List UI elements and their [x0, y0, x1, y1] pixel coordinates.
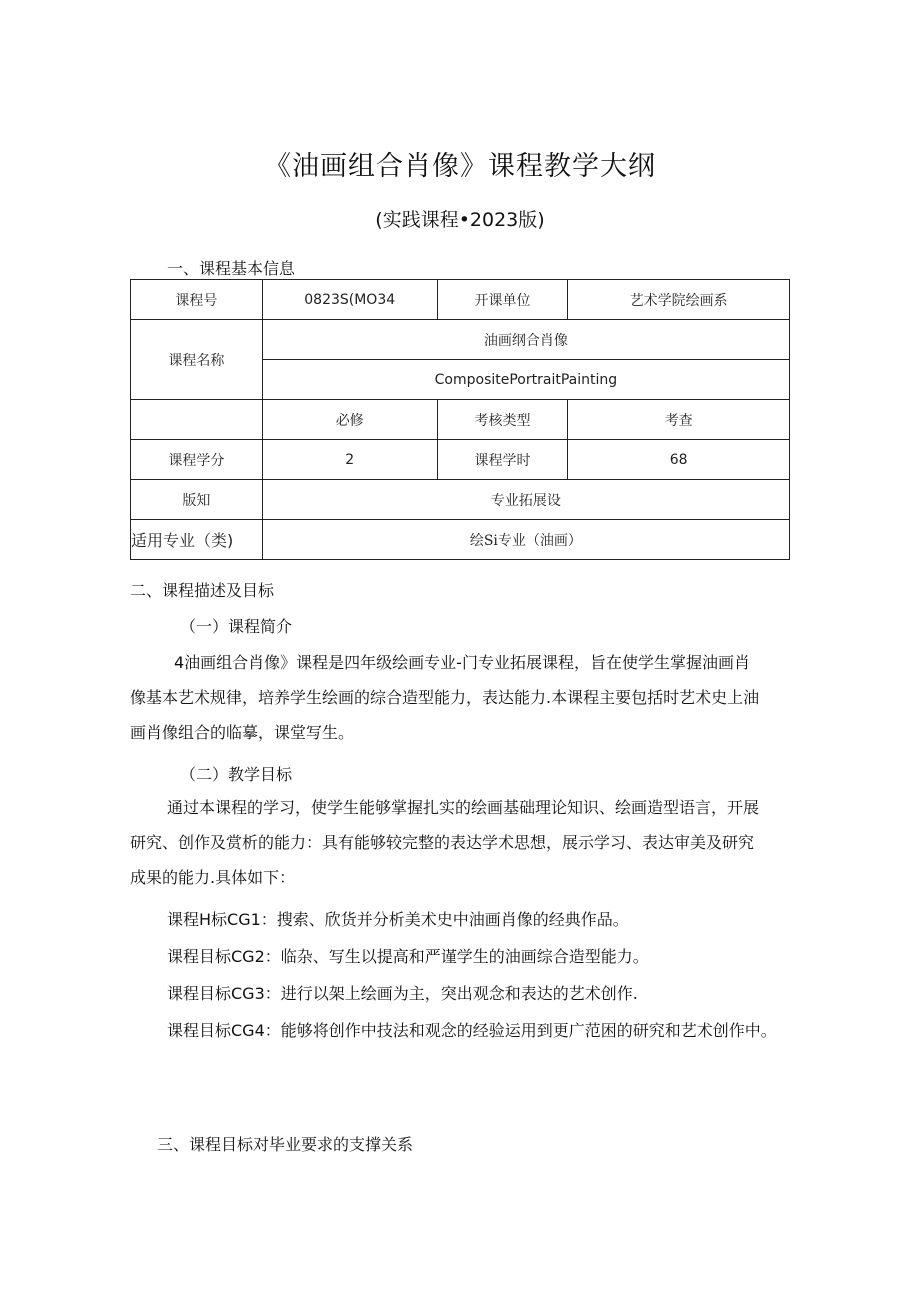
goal-line-2: 研究、创作及赏析的能力：具有能够较完整的表达学术思想，展示学习、表达审美及研究	[130, 833, 755, 852]
goal-heading: （二）教学目标	[180, 765, 293, 784]
course-type-value: 必修	[262, 400, 437, 440]
course-goal-2	[167, 944, 649, 967]
goal-text: ：能够将创作中技法和观念的经验运用到更广范困的研究和艺术创作中。	[264, 1021, 777, 1040]
goal-prefix: 课程目标CG3	[167, 984, 265, 1003]
table-row	[131, 280, 790, 320]
goal-prefix: 课程H标CG1	[167, 910, 261, 929]
section-1-heading: 一、课程基本信息	[167, 259, 296, 278]
table-row	[131, 400, 790, 440]
document-subtitle: (实践课程•2023版)	[375, 209, 545, 231]
course-name-label: 课程名称	[131, 320, 263, 400]
course-goal-3	[167, 981, 638, 1004]
intro-line-1: 4油画组合肖像》课程是四年级绘画专业-门专业拓展课程，旨在使学生掌握油画肖	[174, 653, 750, 672]
course-type-label	[131, 400, 263, 440]
credits-label: 课程学分	[131, 440, 263, 480]
applicable-major-label: 适用专业（类)	[131, 520, 263, 560]
course-number-value: 0823S(MO34	[262, 280, 437, 320]
intro-heading: （一）课程简介	[180, 617, 293, 636]
goal-prefix: 课程目标CG2	[167, 947, 265, 966]
table-row	[131, 440, 790, 480]
course-name-en: CompositePortraitPainting	[262, 360, 789, 400]
goal-line-3: 成果的能力.具体如下：	[130, 868, 296, 887]
hours-label: 课程学时	[437, 440, 568, 480]
course-number-label: 课程号	[131, 280, 263, 320]
table-row	[131, 320, 790, 360]
intro-line-2: 像基本艺术规律，培养学生绘画的综合造型能力，表达能力.本课程主要包括时艺术史上油	[130, 688, 760, 707]
department-value: 艺术学院绘画系	[568, 280, 790, 320]
goal-line-1: 通过本课程的学习，使学生能够掌握扎实的绘画基础理论知识、绘画造型语言，开展	[167, 798, 760, 817]
section-2-heading: 二、课程描述及目标	[130, 581, 275, 600]
goal-text: ：进行以架上绘画为主，突出观念和表达的艺术创作.	[264, 984, 638, 1003]
applicable-major-value: 绘Si专业（油画）	[262, 520, 789, 560]
intro-line-3: 画肖像组合的临摹，课堂写生。	[130, 723, 355, 742]
module-value: 专业拓展设	[262, 480, 789, 520]
document-title: 《油画组合肖像》课程教学大纲	[264, 151, 656, 182]
assessment-type-label: 考核类型	[437, 400, 568, 440]
module-label: 版知	[131, 480, 263, 520]
hours-value: 68	[568, 440, 790, 480]
course-goal-1	[167, 907, 629, 930]
course-goal-4	[167, 1018, 777, 1041]
course-info-table	[130, 279, 790, 560]
department-label: 开课单位	[437, 280, 568, 320]
section-3-heading: 三、课程目标对毕业要求的支撑关系	[157, 1135, 414, 1154]
table-row	[131, 520, 790, 560]
course-name-cn: 油画纲合肖像	[262, 320, 789, 360]
goal-text: ：临杂、写生以提高和严谨学生的油画综合造型能力。	[264, 947, 649, 966]
goal-prefix: 课程目标CG4	[167, 1021, 265, 1040]
table-row	[131, 480, 790, 520]
assessment-type-value: 考查	[568, 400, 790, 440]
credits-value: 2	[262, 440, 437, 480]
goal-text: ：搜索、欣货并分析美术史中油画肖像的经典作品。	[260, 910, 629, 929]
